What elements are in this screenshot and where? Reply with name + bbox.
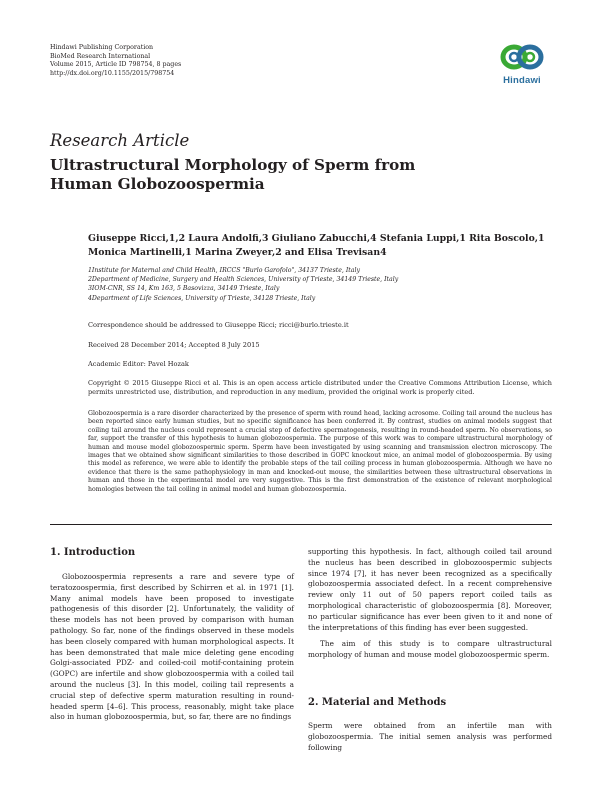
publication-info — [50, 44, 181, 78]
author-list — [88, 232, 558, 260]
publisher-name: Hindawi Publishing Corporation — [50, 44, 154, 51]
affiliation-2: 2Department of Medicine, Surgery and Health Sciences, University of Trieste, 34149 Trieste, Italy — [88, 276, 399, 284]
section-1-heading: 1. Introduction — [50, 547, 136, 558]
intro-paragraph-3: The aim of this study is to compare ultrastructural morphology of human and mouse model globozoospermic sperm. — [308, 639, 552, 660]
right-column — [308, 547, 552, 661]
journal-name: BioMed Research International — [50, 52, 151, 60]
title-line-2: Human Globozoospermia — [50, 175, 265, 193]
left-column — [50, 572, 294, 723]
doi-link[interactable]: http://dx.doi.org/10.1155/2015/798754 — [50, 69, 175, 77]
hindawi-logo — [492, 40, 552, 86]
authors-line-1: Giuseppe Ricci,1,2 Laura Andolfi,3 Giuliano Zabucchi,4 Stefania Luppi,1 Rita Boscolo,1 — [88, 233, 545, 244]
intro-paragraph-2: supporting this hypothesis. In fact, although coiled tail around the nucleus has been described in globozoospermic subjects since 1974 [7], it has never been recognized as a specifically globozoospermia associated defect. In a recent comprehensive review only 11 out of 50 papers report coiled tails as morphological characteristic of globozoospermia [8]. Moreover, no particular significance has ever been given to it and none of the interpretations of this finding has ever been suggested. — [308, 547, 552, 632]
article-title — [50, 156, 490, 194]
methods-paragraph-1: Sperm were obtained from an infertile man with globozoospermia. The initial semen analysis was performed following — [308, 721, 552, 752]
received-date: Received 28 December 2014; Accepted 8 July 2015 — [88, 341, 260, 349]
methods-column — [308, 721, 552, 753]
intro-paragraph-1: Globozoospermia represents a rare and severe type of teratozoospermia, first described by Schirren et al. in 1971 [1]. Many animal models have been proposed to investigate pathogenesis of this disorder [2]. Unfortunately, the validity of these models has not been proved by comparison with human pathology. So far, none of the findings observed in these models has been closely compared with human morphological aspects. It has been demonstrated that male mice deleting gene encoding Golgi-associated PDZ- and coiled-coil motif-containing protein (GOPC) are infertile and show globozoospermia with a coiled tail around the nucleus [3]. In this model, coiling tail represents a crucial step of defective sperm maturation resulting in round-headed sperm [4–6]. This process, reasonably, might take place also in human globozoospermia, but, so far, there are no findings — [50, 572, 294, 722]
affiliation-1: 1Institute for Maternal and Child Health, IRCCS "Burlo Garofolo", 34137 Trieste, Italy — [88, 267, 360, 274]
abstract: Globozoospermia is a rare disorder characterized by the presence of sperm with round head, lacking acrosome. Coiling tail around the nucleus has been reported since early human studies, but no specific significance has been conferred it. By contrast, studies on animal models suggest that coiling tail around the nucleus could represent a crucial step of defective spermatogenesis, resulting in round-headed sperm. No observations, so far, support the transfer of this hypothesis to human globozoospermia. The purpose of this work was to compare ultrastructural morphology of human and mouse model globozoospermic sperm. Sperm have been investigated by using scanning and transmission electron microscopy. The images that we obtained show significant similarities to those described in GOPC knockout mice, an animal model of globozoospermia. By using this model as reference, we were able to identify the probable steps of the tail coiling process in human globozoospermia. Although we have no evidence that there is the same pathophysiology in man and knocked-out mouse, the similarities between these ultrastructural observations in human and those in the experimental model are very suggestive. This is the first demonstration of the existence of relevant morphological homologies between the tail coiling in animal model and human globozoospermia. — [88, 410, 552, 493]
affiliations — [88, 266, 398, 303]
affiliation-3: 3IOM-CNR, SS 14, Km 163, 5 Basovizza, 34149 Trieste, Italy — [88, 285, 280, 293]
hindawi-logo-icon — [499, 40, 545, 74]
academic-editor: Academic Editor: Pavel Hozak — [88, 360, 189, 368]
section-divider — [50, 524, 552, 525]
section-2-heading: 2. Material and Methods — [308, 697, 447, 708]
logo-wordmark: Hindawi — [503, 75, 541, 86]
authors-line-2: Monica Martinelli,1 Marina Zweyer,2 and Elisa Trevisan4 — [88, 247, 387, 258]
correspondence: Correspondence should be addressed to Giuseppe Ricci; ricci@burlo.trieste.it — [88, 321, 349, 329]
title-line-1: Ultrastructural Morphology of Sperm from — [50, 156, 416, 174]
volume-info: Volume 2015, Article ID 798754, 8 pages — [50, 61, 182, 69]
copyright-notice: Copyright © 2015 Giuseppe Ricci et al. This is an open access article distributed under the Creative Commons Attribution License, which permits unrestricted use, distribution, and reproduction in any medium, provided the original work is properly cited. — [88, 379, 552, 396]
article-type: Research Article — [50, 131, 190, 150]
affiliation-4: 4Department of Life Sciences, University of Trieste, 34128 Trieste, Italy — [88, 294, 316, 302]
